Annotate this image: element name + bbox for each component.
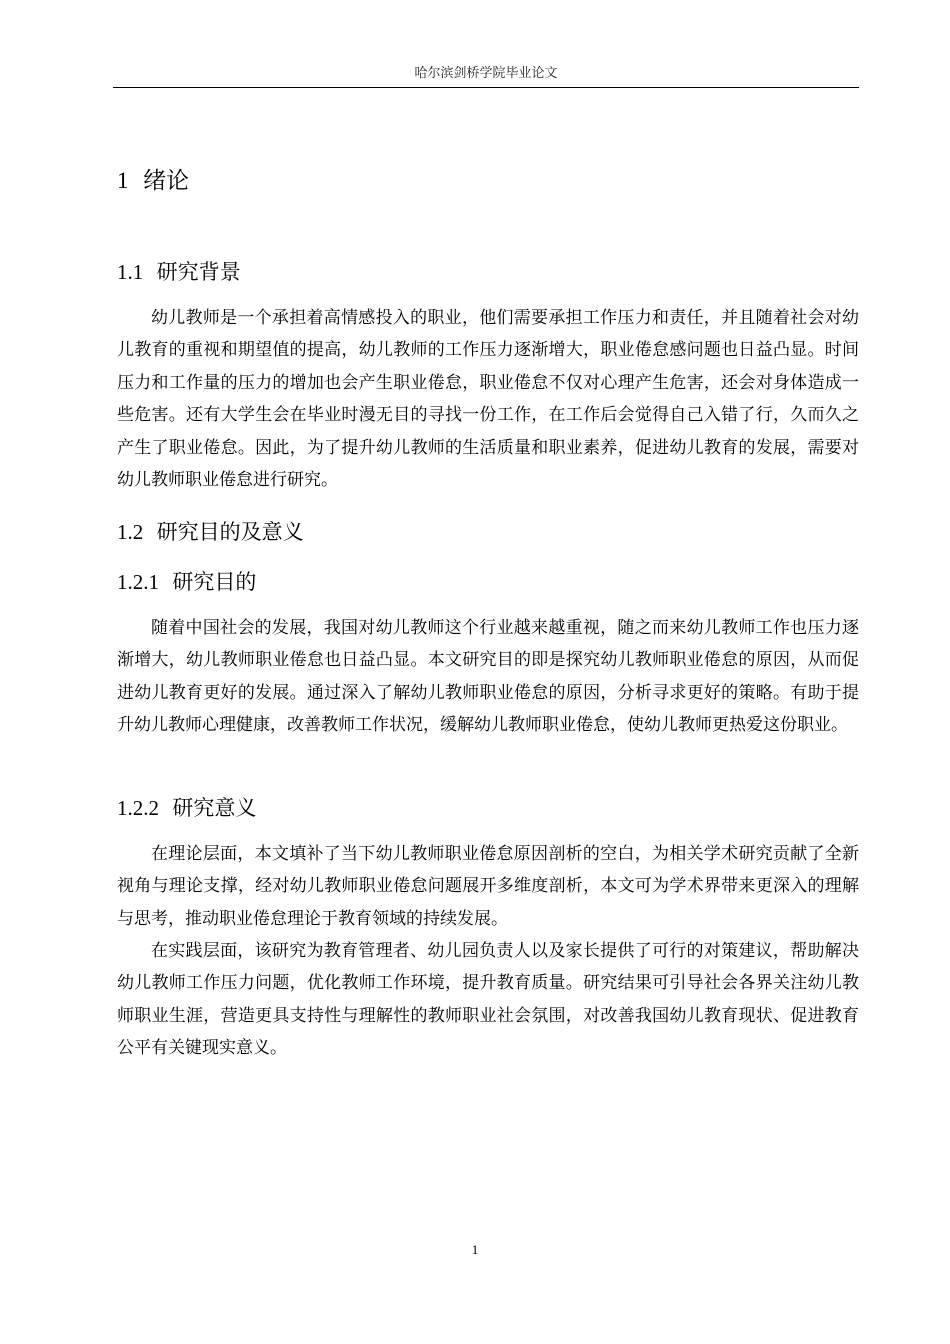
body-paragraph: 在实践层面，该研究为教育管理者、幼儿园负责人以及家长提供了可行的对策建议，帮助解决幼儿教师工作压力问题，优化教师工作环境，提升教育质量。研究结果可引导社会各界关注幼儿教师职业生涯，营造更具支持性与理解性的教师职业社会氛围，对改善我国幼儿教育现状、促进教育公平有关键现实意义。	[117, 941, 859, 1059]
subsection-heading-purpose	[117, 567, 256, 597]
header-rule	[113, 87, 859, 88]
chapter-number: 1	[117, 168, 129, 193]
subsection-number: 1.2.2	[117, 796, 159, 820]
subsection-title: 研究目的	[172, 570, 257, 594]
section-number: 1.1	[117, 260, 144, 284]
body-paragraph: 在理论层面，本文填补了当下幼儿教师职业倦怠原因剖析的空白，为相关学术研究贡献了全新视角与理论支撑，经对幼儿教师职业倦怠问题展开多维度剖析，本文可为学术界带来更深入的理解与思考，推动职业倦怠理论于教育领域的持续发展。	[117, 844, 859, 929]
subsection-number: 1.2.1	[117, 570, 159, 594]
chapter-heading	[117, 165, 189, 197]
section-heading-purpose-significance	[117, 517, 304, 547]
section-title: 研究背景	[156, 260, 241, 284]
running-header: 哈尔滨剑桥学院毕业论文	[414, 66, 558, 81]
page-number: 1	[471, 1242, 479, 1257]
subsection-heading-significance	[117, 793, 256, 823]
subsection-title: 研究意义	[172, 796, 257, 820]
section-number: 1.2	[117, 520, 144, 544]
body-paragraph: 随着中国社会的发展，我国对幼儿教师这个行业越来越重视，随之而来幼儿教师工作也压力逐渐增大，幼儿教师职业倦怠也日益凸显。本文研究目的即是探究幼儿教师职业倦怠的原因，从而促进幼儿教育更好的发展。通过深入了解幼儿教师职业倦怠的原因，分析寻求更好的策略。有助于提升幼儿教师心理健康，改善教师工作状况，缓解幼儿教师职业倦怠，使幼儿教师更热爱这份职业。	[117, 618, 859, 736]
body-paragraph: 幼儿教师是一个承担着高情感投入的职业，他们需要承担工作压力和责任，并且随着社会对幼儿教育的重视和期望值的提高，幼儿教师的工作压力逐渐增大，职业倦怠感问题也日益凸显。时间压力和工作量的压力的增加也会产生职业倦怠，职业倦怠不仅对心理产生危害，还会对身体造成一些危害。还有大学生会在毕业时漫无目的寻找一份工作，在工作后会觉得自己入错了行，久而久之产生了职业倦怠。因此，为了提升幼儿教师的生活质量和职业素养，促进幼儿教育的发展，需要对幼儿教师职业倦怠进行研究。	[117, 308, 859, 491]
section-heading-background	[117, 257, 241, 287]
section-title: 研究目的及意义	[156, 520, 304, 544]
chapter-title: 绪论	[143, 168, 190, 194]
